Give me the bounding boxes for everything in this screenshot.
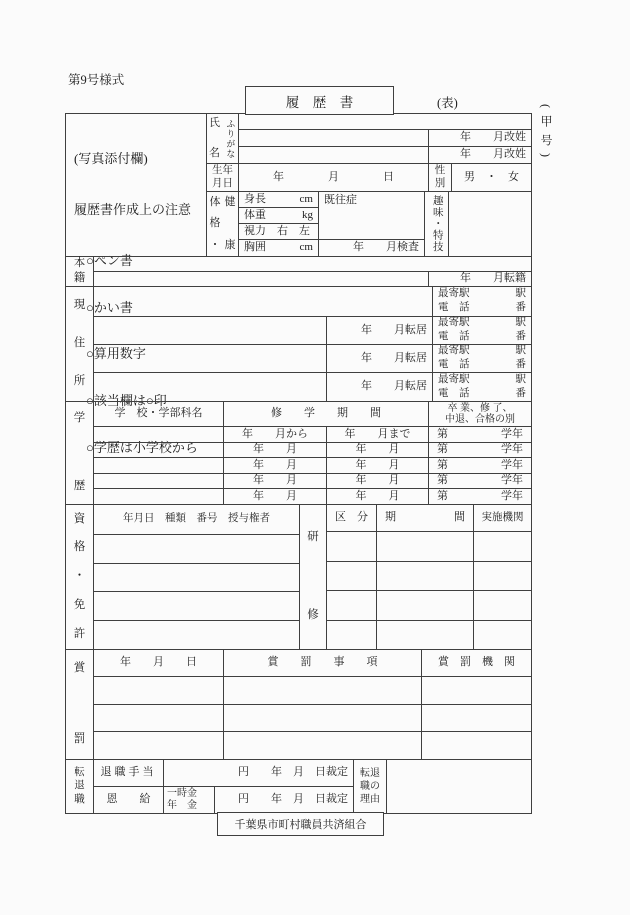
education-grade: 第 学年 xyxy=(428,457,531,473)
training-period-header: 期 間 xyxy=(376,504,473,531)
education-from: 年 月 xyxy=(223,442,326,457)
rewards-matter-field xyxy=(223,676,421,704)
license-label: 資 格 ・ 免 許 xyxy=(66,504,93,649)
name-label: 氏 名 xyxy=(209,117,220,159)
resume-table xyxy=(65,113,532,814)
address-field xyxy=(93,372,326,401)
training-period-field xyxy=(376,561,473,590)
move-date: 年 月転居 xyxy=(326,316,432,344)
education-grade: 第 学年 xyxy=(428,442,531,457)
rewards-org-field xyxy=(421,731,531,759)
education-to: 年 月 xyxy=(326,457,428,473)
pension-type-cell: 一時金 年 金 xyxy=(163,786,214,813)
corner-label: (甲号) xyxy=(539,104,553,164)
address-field xyxy=(93,316,326,344)
sex-label: 性 別 xyxy=(428,163,451,191)
rewards-label: 賞 罰 xyxy=(66,649,93,759)
education-label: 学 歴 xyxy=(66,401,93,504)
education-school-header: 学 校・学部科名 xyxy=(93,401,223,426)
front-side-label: (表) xyxy=(437,96,458,110)
hobby-field xyxy=(448,191,531,256)
weight-field: 体重 kg xyxy=(238,207,318,223)
training-category-field xyxy=(326,590,376,620)
note-item: ○かい書 xyxy=(86,299,133,315)
license-row xyxy=(93,620,299,649)
retirement-allowance-amount: 円 年 月 日裁定 xyxy=(163,759,353,786)
furigana-label: ふりがな xyxy=(225,118,236,159)
rewards-date-field xyxy=(93,731,223,759)
rewards-org-field xyxy=(421,676,531,704)
rename-date-2: 年 月改姓 xyxy=(428,146,531,163)
address-field xyxy=(93,286,432,316)
license-row xyxy=(93,591,299,620)
station-phone-cell: 最寄駅 駅 電 話 番 xyxy=(432,372,531,401)
education-grade: 第 学年 xyxy=(428,426,531,442)
address-label: 現 住 所 xyxy=(66,286,93,401)
medical-history-field: 既往症 xyxy=(318,191,424,239)
training-label: 研 修 xyxy=(299,504,326,649)
education-from: 年 月 xyxy=(223,457,326,473)
education-to: 年 月まで xyxy=(326,426,428,442)
education-school-field xyxy=(93,473,223,488)
training-org-field xyxy=(473,531,531,561)
education-result-header: 卒 業、修 了、 中退、合格の別 xyxy=(428,401,531,426)
form-title: 履 歴 書 xyxy=(285,94,354,110)
domicile-field-2 xyxy=(93,271,428,286)
education-school-field xyxy=(93,426,223,442)
rewards-org-field xyxy=(421,704,531,731)
training-period-field xyxy=(376,531,473,561)
training-org-field xyxy=(473,590,531,620)
pension-label: 恩 給 xyxy=(93,786,163,813)
education-to: 年 月 xyxy=(326,442,428,457)
address-field xyxy=(93,344,326,372)
education-school-field xyxy=(93,457,223,473)
note-item: ○ペン書 xyxy=(86,252,133,268)
organization-name: 千葉県市町村職員共済組合 xyxy=(234,819,367,831)
name-field-2 xyxy=(238,146,428,163)
education-school-field xyxy=(93,488,223,504)
rewards-org-header: 賞 罰 機 関 xyxy=(421,649,531,676)
form-number: 第9号様式 xyxy=(68,73,125,87)
station-phone-cell: 最寄駅 駅 電 話 番 xyxy=(432,286,531,316)
station-phone-cell: 最寄駅 駅 電 話 番 xyxy=(432,316,531,344)
training-org-field xyxy=(473,620,531,649)
domicile-label: 本 籍 xyxy=(66,256,93,286)
training-period-field xyxy=(376,620,473,649)
domicile-transfer-date: 年 月転籍 xyxy=(428,271,531,286)
training-category-field xyxy=(326,561,376,590)
education-to: 年 月 xyxy=(326,473,428,488)
furigana-field xyxy=(238,114,531,129)
education-grade: 第 学年 xyxy=(428,488,531,504)
education-grade: 第 学年 xyxy=(428,473,531,488)
pension-amount: 円 年 月 日裁定 xyxy=(214,786,353,813)
move-date: 年 月転居 xyxy=(326,344,432,372)
training-period-field xyxy=(376,590,473,620)
organization-box xyxy=(217,812,384,836)
birthdate-label: 生年 月日 xyxy=(206,163,238,191)
rename-date-1: 年 月改姓 xyxy=(428,129,531,146)
retirement-reason-field xyxy=(386,759,531,813)
education-to: 年 月 xyxy=(326,488,428,504)
rewards-matter-field xyxy=(223,704,421,731)
sex-value: 男 ・ 女 xyxy=(451,163,531,191)
height-field: 身長 cm xyxy=(238,191,318,207)
note-item: ○該当欄は○印 xyxy=(86,393,167,409)
license-row xyxy=(93,563,299,591)
license-row xyxy=(93,534,299,563)
hobby-label: 趣味・特技 xyxy=(424,191,448,256)
move-date: 年 月転居 xyxy=(326,372,432,401)
education-period-header: 修 学 期 間 xyxy=(223,401,428,426)
chest-field: 胸囲 cm xyxy=(238,239,318,256)
form-title-box xyxy=(245,86,394,115)
training-org-field xyxy=(473,561,531,590)
note-item: ○算用数字 xyxy=(86,346,146,362)
vision-field: 視力 右 左 xyxy=(238,223,318,239)
station-phone-cell: 最寄駅 駅 電 話 番 xyxy=(432,344,531,372)
retirement-allowance-label: 退職手当 xyxy=(93,759,163,786)
note-item: ○学歴は小学校から xyxy=(86,439,198,455)
training-org-header: 実施機関 xyxy=(473,504,531,531)
physique-health-label: 体 格 ・ 健 康 xyxy=(206,191,238,256)
training-category-field xyxy=(326,620,376,649)
rewards-matter-field xyxy=(223,731,421,759)
education-from: 年 月から xyxy=(223,426,326,442)
retirement-label: 転 退 職 xyxy=(66,759,93,813)
birthdate-field: 年 月 日 xyxy=(238,163,428,191)
name-field-1 xyxy=(238,129,428,146)
domicile-field xyxy=(93,256,531,271)
education-from: 年 月 xyxy=(223,473,326,488)
training-category-field xyxy=(326,531,376,561)
rewards-date-field xyxy=(93,704,223,731)
photo-area-label: (写真添付欄) xyxy=(74,151,148,167)
license-header: 年月日 種類 番号 授与権者 xyxy=(93,504,299,534)
exam-date-field: 年 月検査 xyxy=(318,239,424,256)
rewards-date-header: 年 月 日 xyxy=(93,649,223,676)
education-school-field xyxy=(93,442,223,457)
name-label-cell xyxy=(206,114,238,163)
education-from: 年 月 xyxy=(223,488,326,504)
rewards-matter-header: 賞 罰 事 項 xyxy=(223,649,421,676)
notes-heading: 履歴書作成上の注意 xyxy=(74,201,192,217)
retirement-reason-label: 転退職の理由 xyxy=(353,759,386,813)
training-category-header: 区 分 xyxy=(326,504,376,531)
rewards-date-field xyxy=(93,676,223,704)
